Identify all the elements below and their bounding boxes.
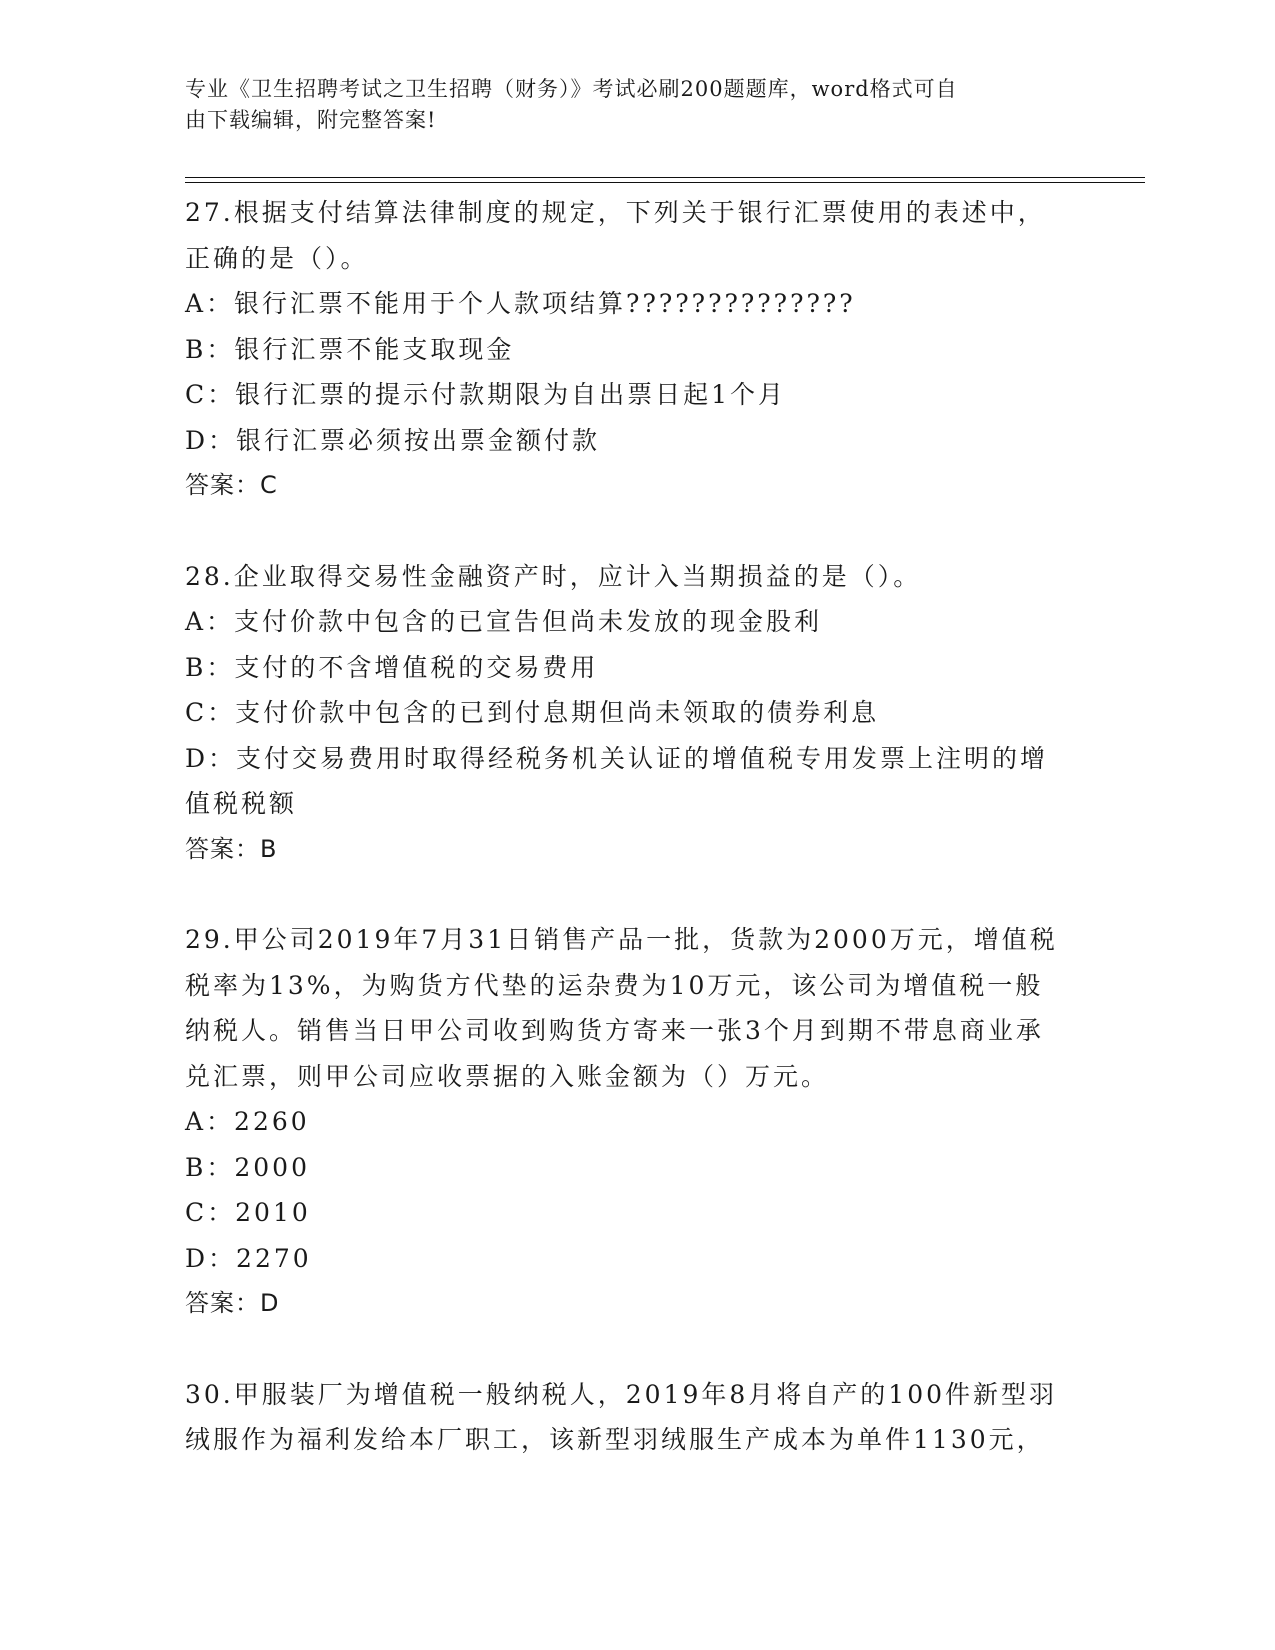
answer: 答案：B: [185, 834, 278, 863]
header-divider-bottom: [185, 182, 1145, 183]
option-c: C：2010: [185, 1198, 311, 1227]
question-stem: 30.甲服装厂为增值税一般纳税人，2019年8月将自产的100件新型羽绒服作为福利发给本厂职工，该新型羽绒服生产成本为单件1130元，: [185, 1379, 1058, 1454]
question-28: [185, 554, 1065, 873]
option-d: D：银行汇票必须按出票金额付款: [185, 425, 601, 455]
option-b: B：2000: [185, 1152, 310, 1182]
question-stem: 27.根据支付结算法律制度的规定，下列关于银行汇票使用的表述中，正确的是（）。: [185, 198, 1046, 273]
option-b: B：银行汇票不能支取现金: [185, 334, 515, 364]
question-stem: 28.企业取得交易性金融资产时，应计入当期损益的是（）。: [185, 561, 922, 591]
header-line-1: 专业《卫生招聘考试之卫生招聘（财务）》考试必刷200题题库，word格式可自: [185, 77, 958, 101]
answer: 答案：D: [185, 1289, 280, 1317]
option-d: D：2270: [185, 1243, 312, 1273]
option-a: A：2260: [185, 1107, 310, 1136]
question-stem: 29.甲公司2019年7月31日销售产品一批，货款为2000万元，增值税税率为13%，为购货方代垫的运杂费为10万元，该公司为增值税一般纳税人。销售当日甲公司收到购货方寄来一张3个月到期不带息商业承兑汇票，则甲公司应收票据的入账金额为（）万元。: [185, 925, 1058, 1091]
option-d: D：支付交易费用时取得经税务机关认证的增值税专用发票上注明的增值税税额: [185, 743, 1049, 818]
option-c: C：银行汇票的提示付款期限为自出票日起1个月: [185, 380, 787, 409]
answer: 答案：C: [185, 471, 278, 499]
option-a: A：银行汇票不能用于个人款项结算??????????????: [185, 289, 856, 318]
header-line-2: 由下载编辑，附完整答案!: [185, 108, 437, 132]
header-divider-top: [185, 177, 1145, 178]
question-30: [185, 1372, 1065, 1463]
document-header: [185, 74, 1065, 136]
question-27: [185, 190, 1065, 509]
question-29: [185, 917, 1065, 1327]
option-c: C：支付价款中包含的已到付息期但尚未领取的债券利息: [185, 698, 880, 727]
option-a: A：支付价款中包含的已宣告但尚未发放的现金股利: [185, 607, 823, 636]
option-b: B：支付的不含增值税的交易费用: [185, 652, 599, 682]
question-list: [185, 190, 1065, 1508]
